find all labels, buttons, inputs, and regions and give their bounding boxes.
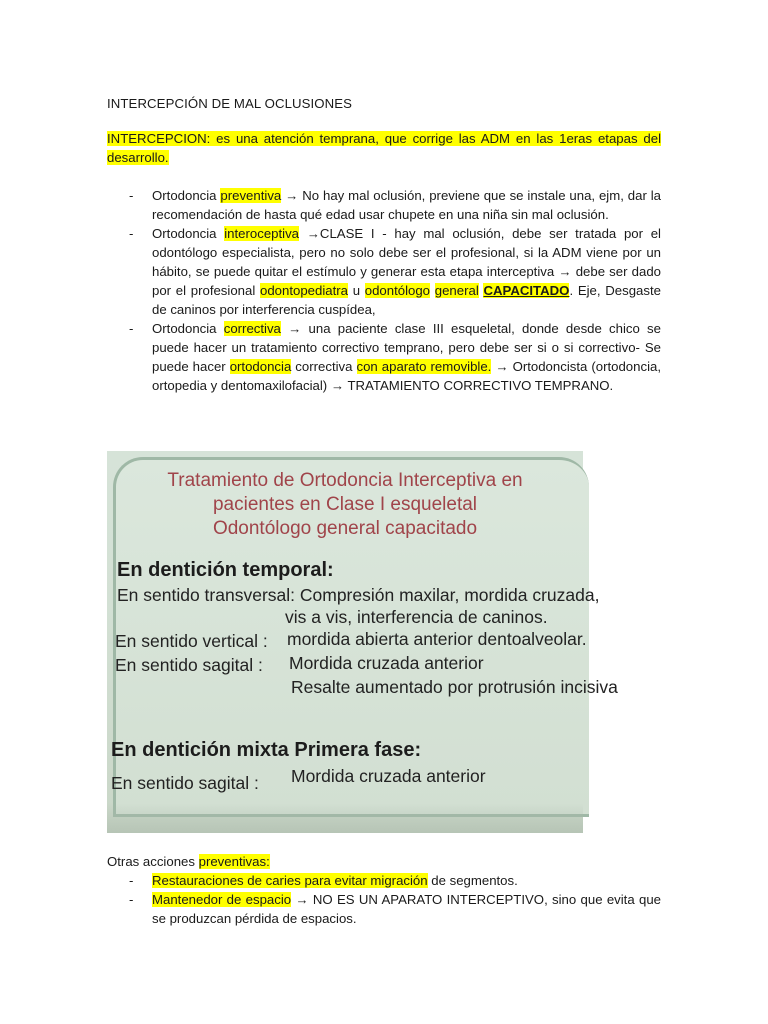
- list-item-corrective: [107, 319, 661, 395]
- slide-line-sagital: Mordida cruzada anterior: [289, 653, 484, 673]
- document-body: [107, 94, 661, 395]
- slide-heading-temporal: En dentición temporal:: [117, 559, 334, 581]
- orthodontics-list: [107, 186, 661, 395]
- item-text: → NO ES UN APARATO INTERCEPTIVO, sino que evita que se produzcan pérdida de espacios.: [152, 892, 661, 926]
- slide-title-line-2: pacientes en Clase I esqueletal: [212, 494, 478, 515]
- item-text: → No hay mal oclusión, previene que se instale una, ejm, dar la recomendación de hasta qué edad usar chupete en una niña sin mal oclusión.: [152, 188, 661, 222]
- highlight-mantenedor: Mantenedor de espacio: [152, 892, 292, 907]
- slide-label-sagital-mixta: En sentido sagital :: [111, 773, 259, 793]
- highlight-preventivas: preventivas:: [198, 854, 270, 869]
- item-prefix: Ortodoncia: [152, 188, 221, 203]
- highlight-capacitado: CAPACITADO: [483, 283, 570, 298]
- slide-label-sagital: En sentido sagital :: [115, 655, 263, 675]
- list-item-preventive: [107, 186, 661, 224]
- item-text: → Ortodoncista (ortodoncia, ortopedia y dentomaxilofacial) → TRATAMIENTO CORRECTIVO TEMPRANO.: [152, 359, 661, 393]
- item-text: →CLASE I - hay mal oclusión, debe ser tratada por el odontólogo especialista, pero no solo debe ser el profesional, si la ADM viene por un hábito, se puede quitar el estímulo y generar esta etapa interceptiva → debe ser dado por el profesional: [152, 226, 661, 298]
- slide-line-transversal: En sentido transversal: Compresión maxilar, mordida cruzada,: [117, 585, 600, 605]
- intro-highlight: INTERCEPCION: es una atención temprana, que corrige las ADM en las 1eras etapas del desarrollo.: [107, 131, 661, 165]
- slide-line-vertical: mordida abierta anterior dentoalveolar.: [287, 629, 587, 649]
- slide-line-vis-a-vis: vis a vis, interferencia de caninos.: [285, 607, 548, 627]
- slide-shadow: [107, 803, 583, 833]
- other-actions: [107, 852, 661, 928]
- item-text: correctiva: [291, 359, 357, 374]
- highlight-correctiva: correctiva: [223, 321, 281, 336]
- highlight-odontopediatra: odontopediatra: [259, 283, 348, 298]
- slide-heading-mixta: En dentición mixta Primera fase:: [111, 739, 422, 761]
- item-text: u: [347, 283, 365, 298]
- item-text: de segmentos.: [427, 873, 518, 888]
- list-item-interceptive: [107, 224, 661, 319]
- item-text: → una paciente clase III esqueletal, donde desde chico se puede hacer un tratamiento correctivo temprano, pero debe ser si o si correctivo- Se puede hacer: [152, 321, 661, 374]
- document-title: INTERCEPCIÓN DE MAL OCLUSIONES: [107, 96, 353, 111]
- slide-line-resalte: Resalte aumentado por protrusión incisiva: [291, 677, 618, 697]
- slide-label-vertical: En sentido vertical :: [115, 631, 268, 651]
- highlight-general: general: [434, 283, 479, 298]
- lead-text: Otras acciones: [107, 854, 199, 869]
- intro-paragraph: [107, 129, 661, 167]
- highlight-preventiva: preventiva: [220, 188, 282, 203]
- slide-photo: [107, 451, 618, 833]
- highlight-aparato-removible: con aparato removible.: [356, 359, 492, 374]
- highlight-ortodoncia: ortodoncia: [229, 359, 292, 374]
- other-actions-list: [107, 871, 661, 928]
- item-text: . Eje, Desgaste de caninos por interferencia cuspídea,: [152, 283, 661, 317]
- slide-title-line-1: Tratamiento de Ortodoncia Interceptiva en: [167, 470, 523, 491]
- item-prefix: Ortodoncia: [152, 321, 224, 336]
- item-prefix: Ortodoncia: [152, 226, 225, 241]
- slide-title-line-3: Odontólogo general capacitado: [212, 518, 478, 539]
- list-item-restauraciones: [107, 871, 661, 890]
- highlight-odontologo: odontólogo: [364, 283, 431, 298]
- other-actions-lead: [107, 852, 661, 871]
- highlight-restauraciones: Restauraciones de caries para evitar migración: [152, 873, 428, 888]
- list-item-mantenedor: [107, 890, 661, 928]
- slide-line-sagital-mixta: Mordida cruzada anterior: [291, 766, 486, 786]
- highlight-interoceptiva: interoceptiva: [224, 226, 300, 241]
